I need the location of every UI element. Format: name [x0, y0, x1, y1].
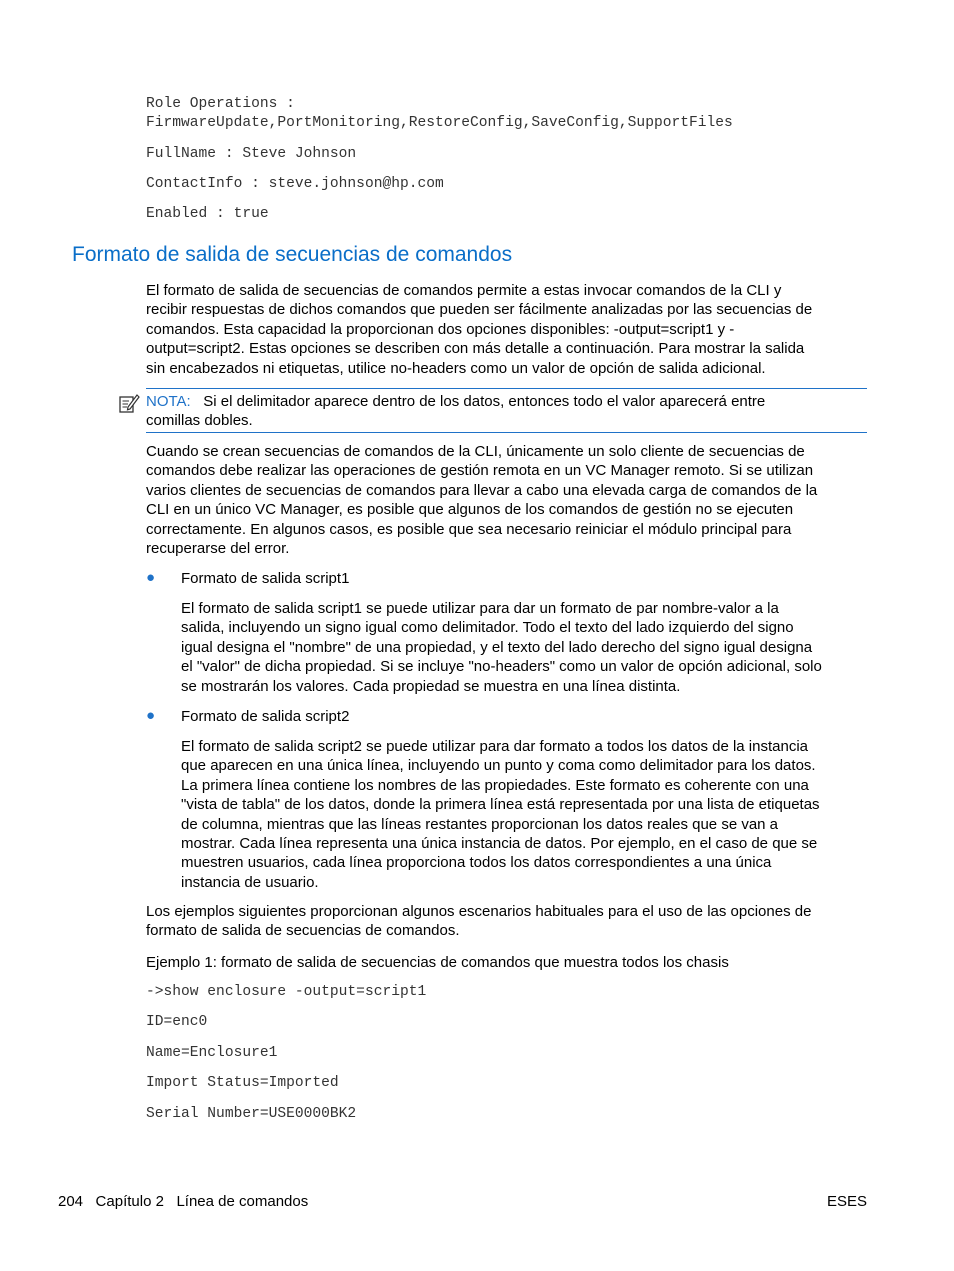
bullet-line: "vista de tabla" de los datos, donde la primera línea está representada por una lista de etiquetas — [181, 796, 820, 814]
paragraph-line: varios clientes de secuencias de comandos para llevar a cabo una elevada carga de comandos de la — [146, 481, 818, 499]
paragraph-line: formato de salida de secuencias de comandos. — [146, 922, 460, 940]
bullet-line: igual designa el "nombre" de una propiedad, y el texto del lado derecho del signo igual designa — [181, 638, 813, 656]
note-line: Si el delimitador aparece dentro de los datos, entonces todo el valor aparecerá entre — [203, 393, 766, 410]
code-line-id: ID=enc0 — [146, 1014, 208, 1030]
bullet-line: mostrar. Cada línea representa una única instancia de datos. Por ejemplo, en el caso de que se — [181, 835, 818, 853]
bullet-line: El formato de salida script2 se puede utilizar para dar formato a todos los datos de la instancia — [181, 738, 809, 755]
paragraph-line: recuperarse del error. — [146, 540, 290, 558]
code-line-import-status: Import Status=Imported — [146, 1075, 339, 1091]
note-text — [146, 392, 871, 431]
intro-line: comandos. Esta capacidad la proporcionan dos opciones disponibles: -output=script1 y - — [146, 320, 735, 338]
bullet-body-script2 — [181, 737, 871, 892]
bullet-line: El formato de salida script1 se puede utilizar para dar un formato de par nombre-valor a la — [181, 600, 779, 617]
bullet-marker: ● — [146, 569, 156, 586]
footer-chapter-title: Línea de comandos — [176, 1193, 309, 1210]
intro-line: output=script2. Estas opciones se describen con más detalle a continuación. Para mostrar la salida — [146, 340, 805, 358]
bullet-title-script1: Formato de salida script1 — [181, 570, 350, 587]
bullet-line: salida, incluyendo un signo igual como delimitador. Todo el texto del lado izquierdo del signo — [181, 619, 794, 637]
page-number: 204 — [58, 1193, 84, 1210]
bullet-line: instancia de usuario. — [181, 873, 319, 891]
note-top-rule — [146, 388, 867, 389]
note-bottom-rule — [146, 432, 867, 433]
bullet-line: La primera línea contiene los nombres de las propiedades. Este formato es coherente con una — [181, 776, 809, 794]
intro-paragraph — [146, 281, 871, 378]
note-label: NOTA: — [146, 393, 191, 410]
bullet-line: de columna, mientras que las líneas restantes proporcionan los datos reales que se van a — [181, 815, 779, 833]
paragraph-line: correctamente. En algunos casos, es posible que sea necesario reiniciar el módulo principal para — [146, 520, 792, 538]
intro-line: recibir respuestas de dichos comandos que pueden ser fácilmente analizadas por las secuencias de — [146, 301, 813, 319]
bullet-line: muestren usuarios, cada línea proporciona todos los datos correspondientes a una única — [181, 854, 772, 872]
footer-chapter: Capítulo 2 — [95, 1193, 164, 1210]
paragraph-line: CLI en un único VC Manager, es posible que algunos de los comandos de gestión no se ejecuten — [146, 501, 794, 519]
bullet-line: que aparecen en una única línea, incluyendo un punto y coma como delimitador para los datos. — [181, 757, 816, 775]
paragraph-scripting-clients — [146, 442, 871, 558]
section-heading: Formato de salida de secuencias de comandos — [72, 243, 513, 266]
code-line-role-values: FirmwareUpdate,PortMonitoring,RestoreConfig,SaveConfig,SupportFiles — [146, 115, 733, 131]
code-line-enabled: Enabled : true — [146, 206, 269, 222]
intro-line: sin encabezados ni etiquetas, utilice no-headers como un valor de opción de salida adicional. — [146, 359, 766, 377]
paragraph-line: Cuando se crean secuencias de comandos de la CLI, únicamente un solo cliente de secuencias de — [146, 443, 805, 460]
intro-line: El formato de salida de secuencias de comandos permite a estas invocar comandos de la CLI y — [146, 282, 782, 299]
note-line: comillas dobles. — [146, 412, 253, 430]
bullet-line: el "valor" de dicha propiedad. Si se incluye "no-headers" como un valor de opción adicional, solo — [181, 658, 822, 676]
paragraph-line: comandos debe realizar las operaciones de gestión remota en un VC Manager remoto. Si se utilizan — [146, 462, 814, 480]
code-line-name: Name=Enclosure1 — [146, 1045, 278, 1061]
code-line-command: ->show enclosure -output=script1 — [146, 984, 427, 1000]
code-line-role: Role Operations : — [146, 96, 295, 112]
footer-locale: ESES — [826, 1193, 867, 1210]
bullet-line: se mostrarán los valores. Cada propiedad se muestra en una línea distinta. — [181, 677, 681, 695]
code-line-serial-number: Serial Number=USE0000BK2 — [146, 1106, 357, 1122]
paragraph-line: Los ejemplos siguientes proporcionan algunos escenarios habituales para el uso de las opciones de — [146, 903, 812, 920]
code-line-fullname: FullName : Steve Johnson — [146, 146, 357, 162]
code-line-contactinfo: ContactInfo : steve.johnson@hp.com — [146, 176, 444, 192]
bullet-marker: ● — [146, 707, 156, 724]
note-pencil-icon — [118, 392, 140, 414]
example-title: Ejemplo 1: formato de salida de secuencias de comandos que muestra todos los chasis — [146, 954, 729, 971]
bullet-title-script2: Formato de salida script2 — [181, 708, 350, 725]
paragraph-examples-intro — [146, 902, 871, 941]
page-footer-left — [58, 1192, 308, 1211]
bullet-body-script1 — [181, 599, 871, 696]
